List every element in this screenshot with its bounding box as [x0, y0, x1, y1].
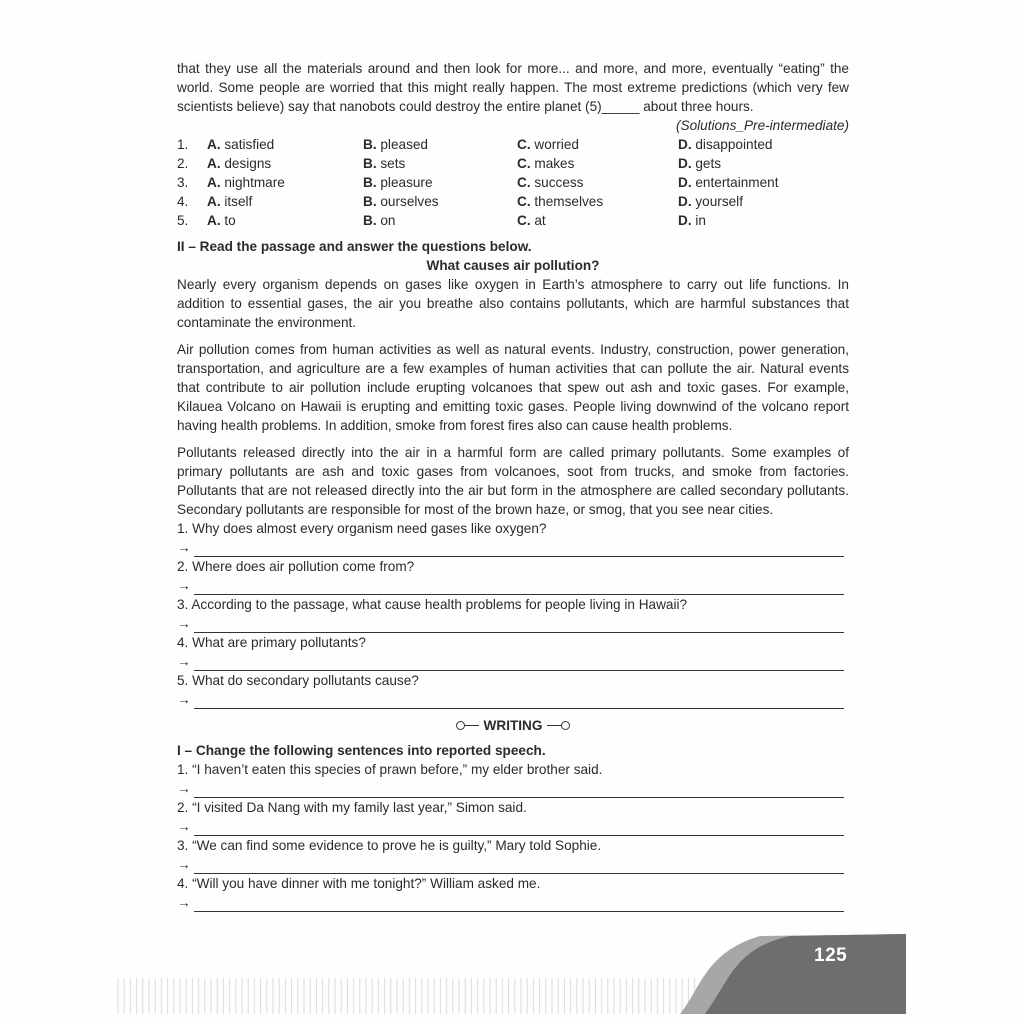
- arrow-icon: →: [177, 857, 191, 872]
- answer-line[interactable]: [177, 614, 849, 633]
- option-letter: D.: [678, 213, 692, 228]
- answer-blank[interactable]: [194, 898, 844, 912]
- page-number: 125: [814, 945, 848, 966]
- answer-blank[interactable]: [194, 695, 844, 709]
- option-text: designs: [224, 156, 272, 171]
- option-letter: C.: [517, 194, 531, 209]
- option-letter: B.: [363, 156, 377, 171]
- source-citation: (Solutions_Pre-intermediate): [675, 118, 849, 133]
- question-number: 3.: [177, 175, 189, 190]
- reading-questions: [177, 519, 849, 709]
- option-text: makes: [534, 156, 575, 171]
- question-number: 2.: [177, 156, 189, 171]
- option-letter: D.: [678, 137, 692, 152]
- reading-heading: II – Read the passage and answer the questions below.: [177, 239, 532, 254]
- option-b[interactable]: [363, 192, 517, 211]
- question-number: 4.: [177, 194, 189, 209]
- option-b[interactable]: [363, 173, 517, 192]
- question-item: [177, 633, 849, 671]
- answer-line[interactable]: [177, 893, 849, 912]
- sentence-text: 2. “I visited Da Nang with my family last year,” Simon said.: [177, 800, 527, 815]
- option-text: entertainment: [695, 175, 779, 190]
- ornament-right-icon: [547, 721, 570, 730]
- option-text: yourself: [695, 194, 743, 209]
- question-item: [177, 557, 849, 595]
- option-d[interactable]: [678, 192, 849, 211]
- option-letter: B.: [363, 137, 377, 152]
- arrow-icon: →: [177, 819, 191, 834]
- answer-blank[interactable]: [194, 657, 844, 671]
- option-text: gets: [695, 156, 722, 171]
- footer-stripes: [118, 978, 695, 1014]
- option-letter: C.: [517, 175, 531, 190]
- arrow-icon: →: [177, 616, 191, 631]
- question-text: 4. What are primary pollutants?: [177, 635, 366, 650]
- option-letter: A.: [207, 156, 221, 171]
- question-item: [177, 671, 849, 709]
- sentence-item: [177, 874, 849, 912]
- sentence-text: 3. “We can find some evidence to prove he is guilty,” Mary told Sophie.: [177, 838, 602, 853]
- footer-dark-wave: [705, 934, 906, 1014]
- option-c[interactable]: [517, 135, 678, 154]
- answer-blank[interactable]: [194, 822, 844, 836]
- question-text: 2. Where does air pollution come from?: [177, 559, 415, 574]
- option-text: satisfied: [224, 137, 275, 152]
- option-text: themselves: [534, 194, 604, 209]
- option-b[interactable]: [363, 135, 517, 154]
- option-text: nightmare: [224, 175, 285, 190]
- footer-decoration: [0, 930, 1024, 1024]
- arrow-icon: →: [177, 895, 191, 910]
- option-d[interactable]: [678, 135, 849, 154]
- option-text: itself: [224, 194, 253, 209]
- question-text: 5. What do secondary pollutants cause?: [177, 673, 419, 688]
- option-text: success: [534, 175, 584, 190]
- answer-blank[interactable]: [194, 581, 844, 595]
- mc-question-row: [177, 154, 849, 173]
- question-number: 5.: [177, 213, 189, 228]
- worksheet-page: [177, 59, 849, 912]
- sentence-item: [177, 798, 849, 836]
- answer-line[interactable]: [177, 576, 849, 595]
- option-letter: C.: [517, 156, 531, 171]
- answer-line[interactable]: [177, 855, 849, 874]
- question-text: 3. According to the passage, what cause health problems for people living in Hawaii?: [177, 597, 688, 612]
- answer-blank[interactable]: [194, 543, 844, 557]
- option-a[interactable]: [207, 192, 363, 211]
- option-c[interactable]: [517, 154, 678, 173]
- option-text: to: [224, 213, 236, 228]
- answer-blank[interactable]: [194, 784, 844, 798]
- sentence-item: [177, 760, 849, 798]
- option-text: in: [695, 213, 706, 228]
- question-number: 1.: [177, 137, 189, 152]
- passage-paragraph: Pollutants released directly into the air in a harmful form are called primary pollutants. Some examples of primary pollutants are ash and toxic gases from volcanoes, soot from trucks, and smoke from factories. Pollutants that are not released directly into the air but form in the atmosphere are called secondary pollutants. Secondary pollutants are responsible for most of the brown haze, or smog, that you see near cities.: [177, 445, 849, 517]
- option-letter: A.: [207, 213, 221, 228]
- option-letter: D.: [678, 156, 692, 171]
- mc-question-row: [177, 135, 849, 154]
- passage-paragraph: Nearly every organism depends on gases like oxygen in Earth’s atmosphere to carry out life functions. In addition to essential gases, the air you breathe also contains pollutants, which are harmful substances that contaminate the environment.: [177, 277, 849, 330]
- sentence-text: 1. “I haven’t eaten this species of prawn before,” my elder brother said.: [177, 762, 603, 777]
- option-a[interactable]: [207, 211, 363, 230]
- intro-paragraph: that they use all the materials around and then look for more... and more, and more, eventually “eating” the world. Some people are worried that this might really happen. The most extreme predictions (which very few scientists believe) say that nanobots could destroy the entire planet (5)_____ about three hours.: [177, 61, 849, 114]
- option-letter: A.: [207, 194, 221, 209]
- arrow-icon: →: [177, 540, 191, 555]
- mc-question-row: [177, 192, 849, 211]
- passage-paragraph: Air pollution comes from human activities as well as natural events. Industry, construction, power generation, transportation, and agriculture are a few examples of human activities that can pollute the air. Natural events that contribute to air pollution include erupting volcanoes that spew out ash and toxic gases. For example, Kilauea Volcano on Hawaii is erupting and emitting toxic gases. People living downwind of the volcano report having health problems. In addition, smoke from forest fires also can cause health problems.: [177, 342, 849, 433]
- answer-line[interactable]: [177, 779, 849, 798]
- answer-line[interactable]: [177, 817, 849, 836]
- option-d[interactable]: [678, 211, 849, 230]
- mc-question-row: [177, 211, 849, 230]
- option-letter: B.: [363, 213, 377, 228]
- option-letter: D.: [678, 175, 692, 190]
- sentence-item: [177, 836, 849, 874]
- question-text: 1. Why does almost every organism need gases like oxygen?: [177, 521, 547, 536]
- option-b[interactable]: [363, 154, 517, 173]
- option-letter: B.: [363, 175, 377, 190]
- mc-question-row: [177, 173, 849, 192]
- writing-heading: I – Change the following sentences into reported speech.: [177, 743, 546, 758]
- answer-blank[interactable]: [194, 860, 844, 874]
- option-c[interactable]: [517, 192, 678, 211]
- option-letter: C.: [517, 137, 531, 152]
- option-d[interactable]: [678, 154, 849, 173]
- arrow-icon: →: [177, 578, 191, 593]
- option-text: pleasure: [380, 175, 433, 190]
- option-text: at: [534, 213, 546, 228]
- passage-title: What causes air pollution?: [426, 258, 600, 273]
- ornament-left-icon: [456, 721, 479, 730]
- option-text: disappointed: [695, 137, 773, 152]
- answer-blank[interactable]: [194, 619, 844, 633]
- question-item: [177, 519, 849, 557]
- multiple-choice-table: [177, 135, 849, 230]
- option-letter: A.: [207, 137, 221, 152]
- answer-line[interactable]: [177, 652, 849, 671]
- option-text: pleased: [380, 137, 428, 152]
- answer-line[interactable]: [177, 690, 849, 709]
- arrow-icon: →: [177, 654, 191, 669]
- option-a[interactable]: [207, 154, 363, 173]
- option-letter: C.: [517, 213, 531, 228]
- option-c[interactable]: [517, 211, 678, 230]
- option-letter: D.: [678, 194, 692, 209]
- option-b[interactable]: [363, 211, 517, 230]
- answer-line[interactable]: [177, 538, 849, 557]
- writing-section-header: [177, 712, 849, 738]
- question-item: [177, 595, 849, 633]
- arrow-icon: →: [177, 781, 191, 796]
- writing-label: WRITING: [483, 717, 543, 733]
- option-text: ourselves: [380, 194, 439, 209]
- option-d[interactable]: [678, 173, 849, 192]
- sentence-text: 4. “Will you have dinner with me tonight?” William asked me.: [177, 876, 541, 891]
- option-text: on: [380, 213, 396, 228]
- option-text: sets: [380, 156, 406, 171]
- option-letter: B.: [363, 194, 377, 209]
- writing-exercises: [177, 760, 849, 912]
- arrow-icon: →: [177, 692, 191, 707]
- option-a[interactable]: [207, 173, 363, 192]
- option-text: worried: [534, 137, 579, 152]
- option-letter: A.: [207, 175, 221, 190]
- option-c[interactable]: [517, 173, 678, 192]
- option-a[interactable]: [207, 135, 363, 154]
